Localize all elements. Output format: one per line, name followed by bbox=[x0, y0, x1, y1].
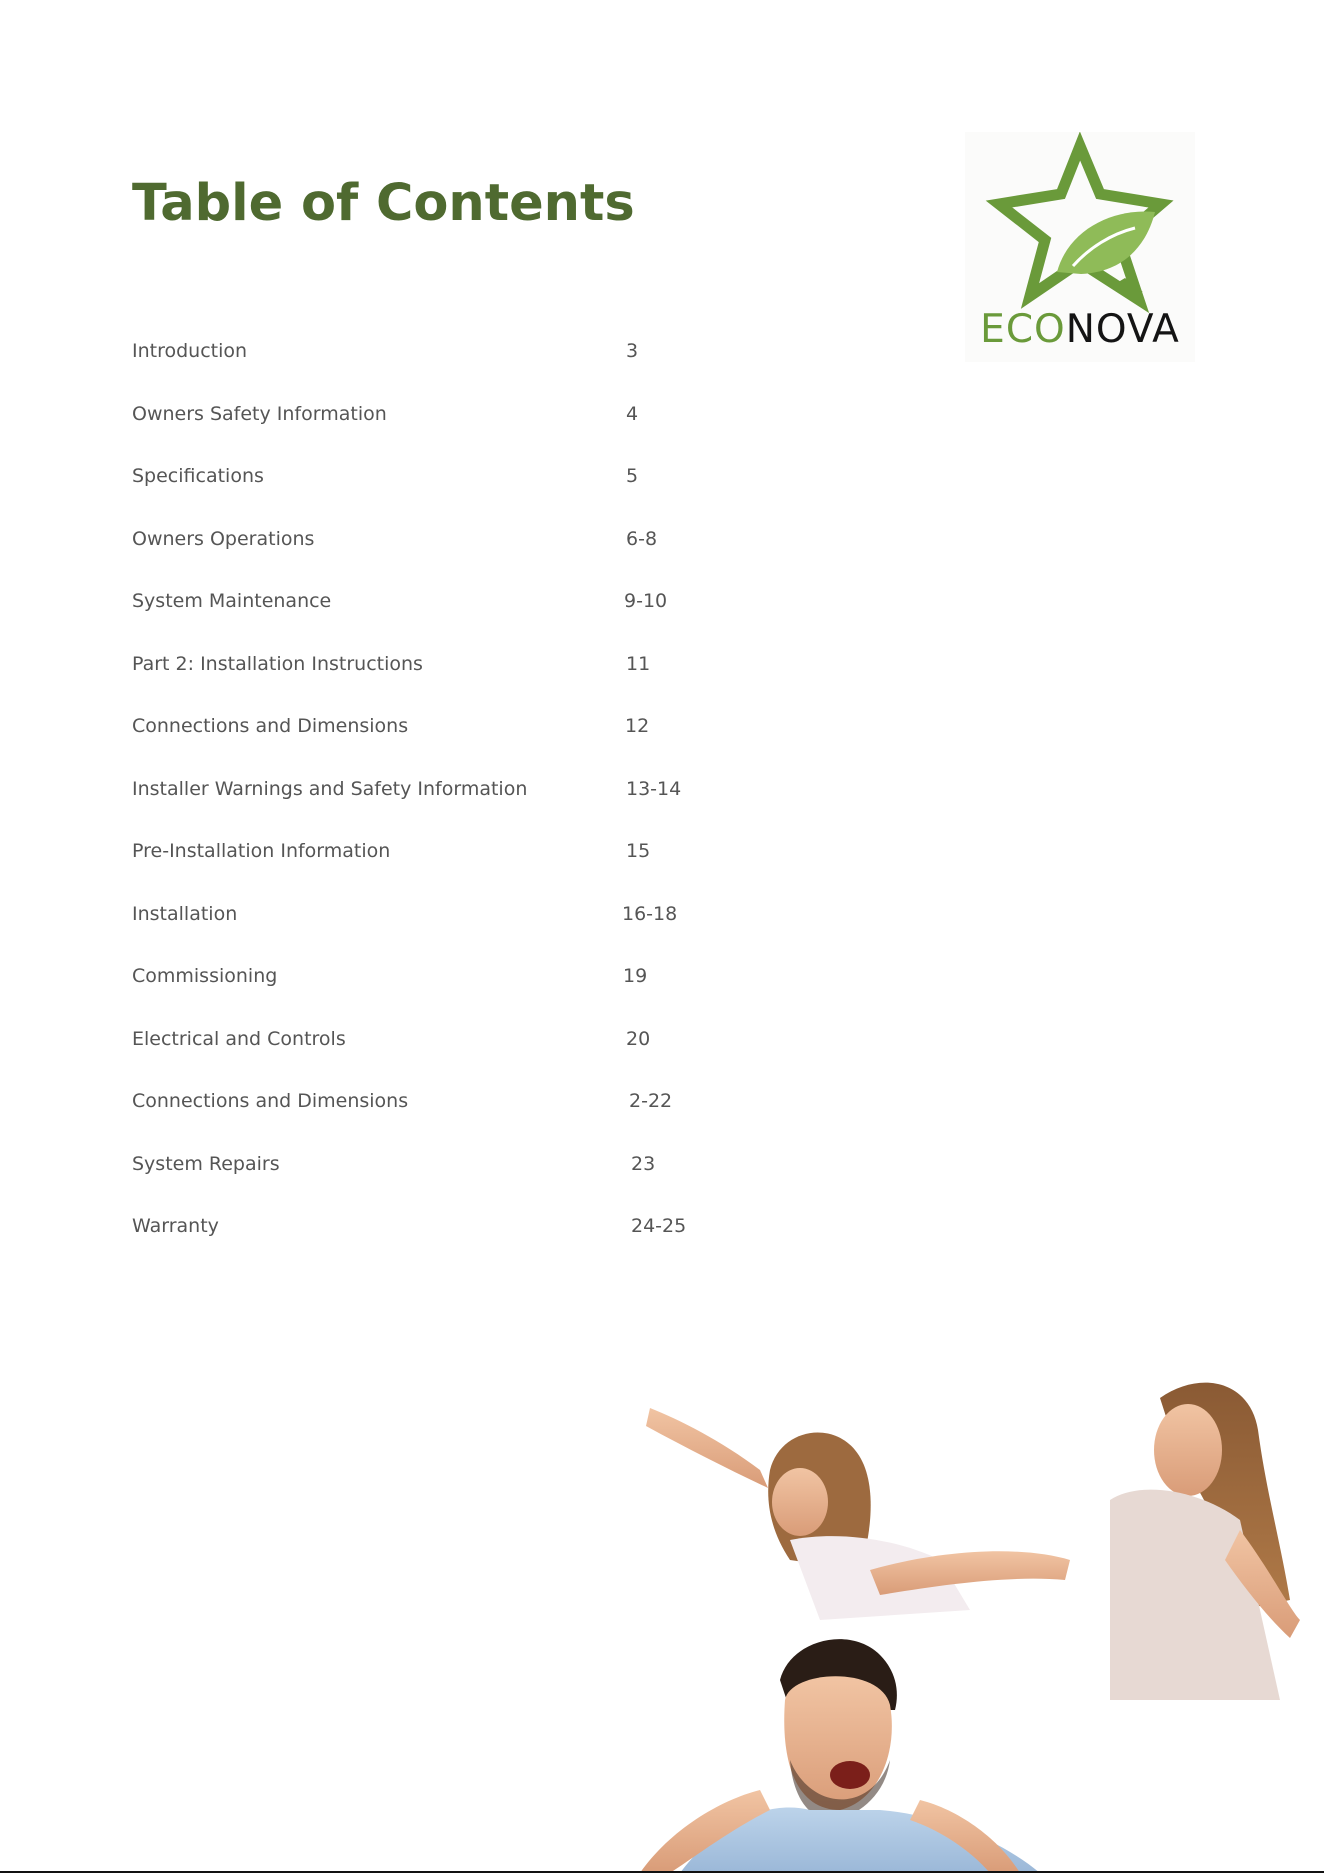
toc-title: Warranty bbox=[132, 1215, 219, 1237]
toc-page: 6-8 bbox=[626, 527, 658, 550]
toc-page: 11 bbox=[626, 652, 651, 675]
toc-row[interactable] bbox=[132, 1028, 732, 1091]
toc-title: Pre-Installation Information bbox=[132, 840, 391, 862]
toc-row[interactable] bbox=[132, 715, 732, 778]
toc-title: Installation bbox=[132, 902, 238, 925]
toc-page: 12 bbox=[625, 715, 650, 737]
toc-title: System Maintenance bbox=[132, 590, 332, 612]
toc-title: Installer Warnings and Safety Information bbox=[132, 777, 528, 800]
toc-page: 24-25 bbox=[631, 1215, 687, 1237]
toc-title: Owners Safety Information bbox=[132, 402, 387, 425]
toc-row[interactable] bbox=[132, 1215, 732, 1278]
toc-page: 3 bbox=[626, 340, 639, 362]
toc-page: 4 bbox=[626, 402, 639, 425]
toc-row[interactable] bbox=[132, 465, 732, 528]
toc-title: Part 2: Installation Instructions bbox=[132, 652, 423, 675]
toc-page: 9-10 bbox=[624, 590, 668, 612]
toc-title: Commissioning bbox=[132, 965, 278, 987]
page-title: Table of Contents bbox=[132, 174, 635, 233]
toc-row[interactable] bbox=[132, 1153, 732, 1216]
toc-row[interactable] bbox=[132, 590, 732, 653]
toc-page: 15 bbox=[626, 840, 651, 862]
toc-row[interactable] bbox=[132, 340, 732, 403]
toc-title: Connections and Dimensions bbox=[132, 1090, 409, 1112]
toc-list bbox=[132, 340, 732, 1278]
toc-row[interactable] bbox=[132, 965, 732, 1028]
toc-title: Owners Operations bbox=[132, 527, 315, 550]
toc-title: System Repairs bbox=[132, 1152, 280, 1175]
logo-wordmark bbox=[973, 307, 1187, 352]
toc-title: Introduction bbox=[132, 340, 248, 362]
toc-row[interactable] bbox=[132, 903, 732, 966]
toc-page: 13-14 bbox=[626, 777, 682, 800]
toc-row[interactable] bbox=[132, 1090, 732, 1153]
toc-page: 20 bbox=[626, 1027, 651, 1050]
toc-title: Electrical and Controls bbox=[132, 1027, 346, 1050]
toc-row[interactable] bbox=[132, 528, 732, 591]
logo-text-nova: NOVA bbox=[1065, 307, 1180, 352]
logo-text-eco: ECO bbox=[980, 307, 1066, 352]
toc-page: 16-18 bbox=[622, 902, 678, 925]
toc-row[interactable] bbox=[132, 778, 732, 841]
econova-logo bbox=[965, 132, 1195, 362]
toc-page: 5 bbox=[626, 465, 639, 487]
toc-row[interactable] bbox=[132, 840, 732, 903]
toc-page: 2-22 bbox=[629, 1090, 673, 1112]
toc-page: 23 bbox=[631, 1152, 656, 1175]
toc-page: 19 bbox=[623, 965, 648, 987]
family-photo bbox=[640, 1370, 1324, 1873]
toc-title: Specifications bbox=[132, 465, 264, 487]
toc-row[interactable] bbox=[132, 653, 732, 716]
toc-row[interactable] bbox=[132, 403, 732, 466]
toc-title: Connections and Dimensions bbox=[132, 715, 409, 737]
